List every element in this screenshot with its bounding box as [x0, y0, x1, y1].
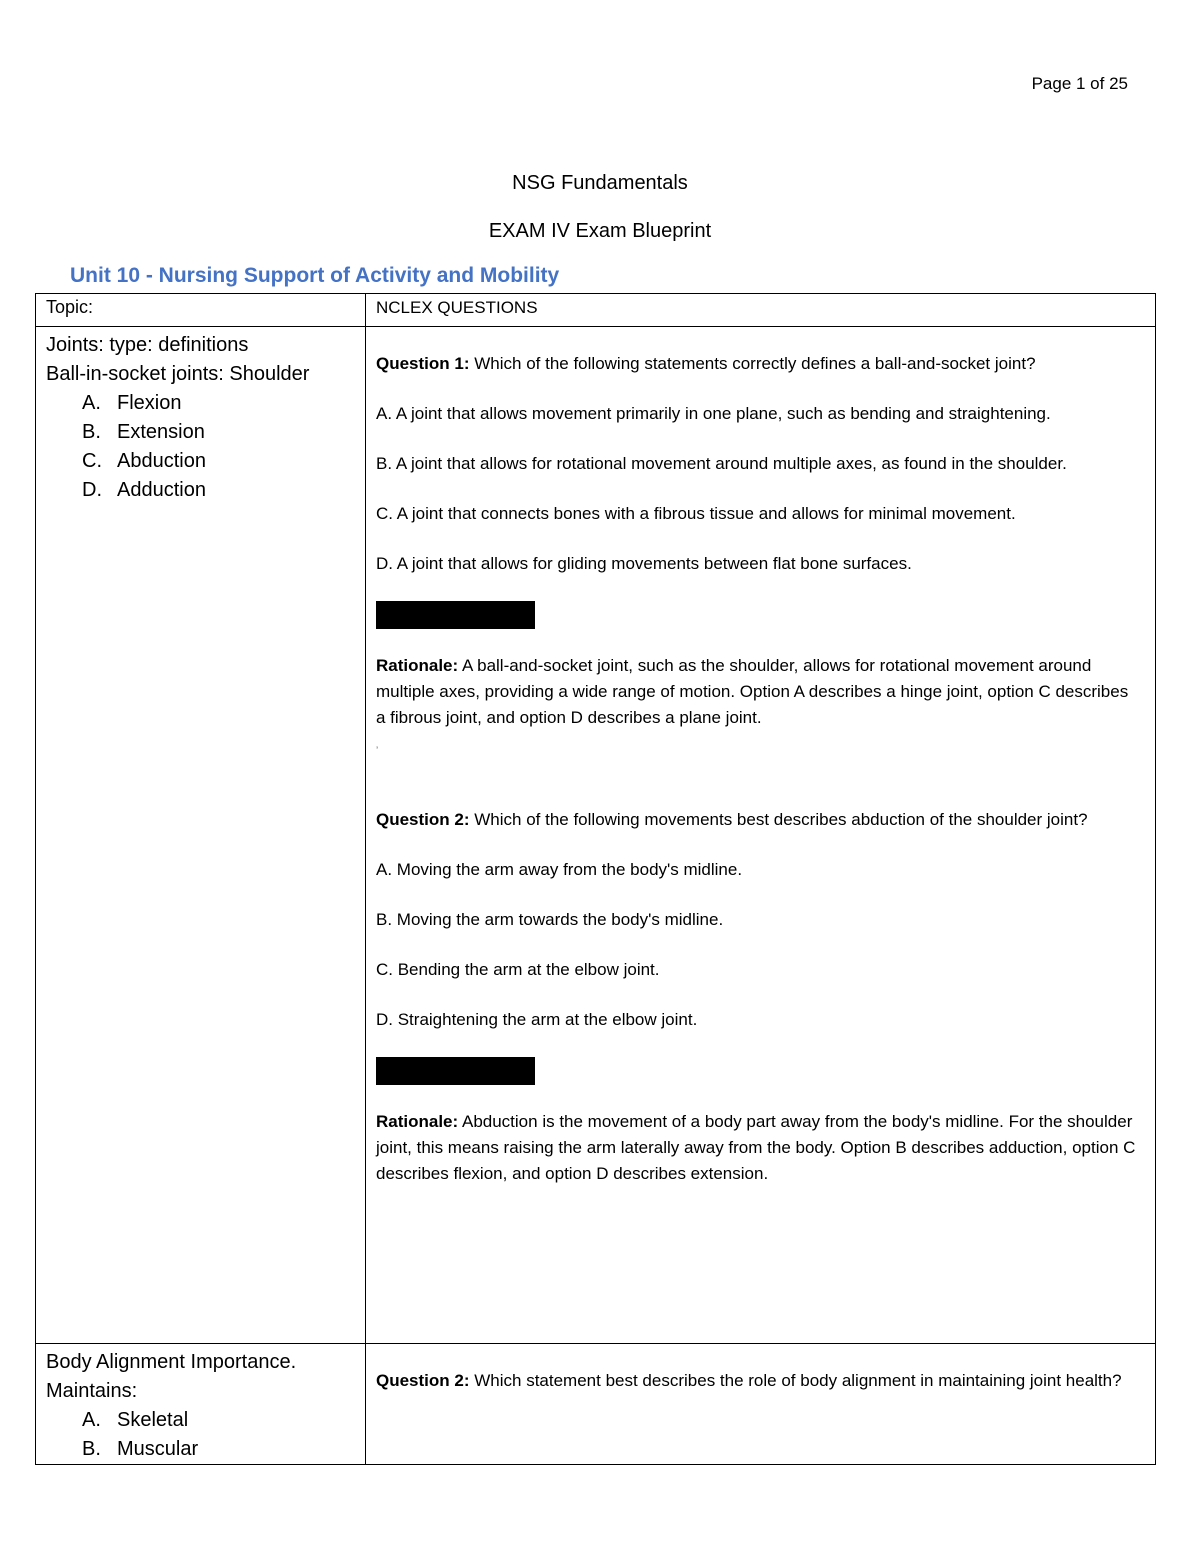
- rationale-text: Abduction is the movement of a body part away from the body's midline. For the shoulder joint, this means raising the arm laterally away from the body. Option B describes adduction, option C describes flexion, and option D describes extension.: [376, 1112, 1136, 1183]
- answer-option: C. Bending the arm at the elbow joint.: [376, 960, 660, 979]
- questions-cell: [366, 327, 1156, 1344]
- list-item: [82, 418, 355, 447]
- answer-option: A. Moving the arm away from the body's midline.: [376, 860, 743, 879]
- list-text: Flexion: [117, 392, 182, 414]
- topic-cell: [36, 1344, 366, 1465]
- list-item: [82, 447, 355, 476]
- redacted-answer-box: [376, 601, 535, 629]
- question-label: Question 2:: [376, 1371, 470, 1390]
- list-letter: B.: [82, 421, 101, 443]
- list-text: Adduction: [117, 479, 206, 501]
- rationale-text: A ball-and-socket joint, such as the shoulder, allows for rotational movement around multiple axes, providing a wide range of motion. Option A describes a hinge joint, option C describes a fibrous joint, and option D describes a plane joint.: [376, 656, 1129, 727]
- question-label: Question 2:: [376, 810, 470, 829]
- document-title: NSG Fundamentals: [512, 172, 688, 194]
- question-text: Which statement best describes the role of body alignment in maintaining joint health?: [474, 1371, 1122, 1390]
- topic-list: [46, 389, 355, 505]
- blueprint-table: [35, 293, 1156, 1465]
- questions-cell: [366, 1344, 1156, 1465]
- topic-line: Ball-in-socket joints: Shoulder: [46, 363, 310, 385]
- list-letter: C.: [82, 450, 102, 472]
- rationale-label: Rationale:: [376, 1112, 459, 1131]
- answer-option: C. A joint that connects bones with a fibrous tissue and allows for minimal movement.: [376, 504, 1016, 523]
- list-text: Muscular: [117, 1438, 199, 1460]
- question-2: [376, 807, 1141, 833]
- list-letter: D.: [82, 479, 102, 501]
- header-questions: NCLEX QUESTIONS: [366, 294, 1156, 327]
- list-letter: A.: [82, 1409, 101, 1431]
- list-letter: B.: [82, 1438, 101, 1460]
- table-header-row: [36, 294, 1156, 327]
- page-number: Page 1 of 25: [1031, 74, 1128, 93]
- redacted-answer-box: [376, 1057, 535, 1085]
- topic-line: Joints: type: definitions: [46, 334, 249, 356]
- rationale-label: Rationale:: [376, 656, 459, 675]
- list-letter: A.: [82, 392, 101, 414]
- list-item: [82, 476, 355, 505]
- question-2: [376, 1368, 1141, 1394]
- topic-line: Maintains:: [46, 1380, 138, 1402]
- header-topic: Topic:: [36, 294, 366, 327]
- topic-list: [46, 1406, 355, 1464]
- answer-option: D. Straightening the arm at the elbow joint.: [376, 1010, 698, 1029]
- list-item: [82, 1406, 355, 1435]
- unit-heading: Unit 10 - Nursing Support of Activity and Mobility: [70, 264, 560, 287]
- table-row: [36, 1344, 1156, 1465]
- answer-option: D. A joint that allows for gliding movements between flat bone surfaces.: [376, 554, 912, 573]
- topic-cell: [36, 327, 366, 1344]
- table-row: [36, 327, 1156, 1344]
- question-text: Which of the following movements best describes abduction of the shoulder joint?: [474, 810, 1088, 829]
- question-text: Which of the following statements correctly defines a ball-and-socket joint?: [474, 354, 1036, 373]
- rationale: [376, 1109, 1141, 1187]
- topic-line: Body Alignment Importance.: [46, 1351, 297, 1373]
- list-item: [82, 1435, 355, 1464]
- list-text: Extension: [117, 421, 205, 443]
- question-label: Question 1:: [376, 354, 470, 373]
- tick-mark: ʼ: [376, 746, 379, 757]
- answer-option: A. A joint that allows movement primarily in one plane, such as bending and straightening.: [376, 404, 1051, 423]
- list-item: [82, 389, 355, 418]
- answer-option: B. Moving the arm towards the body's midline.: [376, 910, 724, 929]
- rationale: [376, 653, 1141, 731]
- document-subtitle: EXAM IV Exam Blueprint: [488, 220, 712, 242]
- question-1: [376, 351, 1141, 377]
- answer-option: B. A joint that allows for rotational movement around multiple axes, as found in the shoulder.: [376, 454, 1067, 473]
- list-text: Abduction: [117, 450, 206, 472]
- list-text: Skeletal: [117, 1409, 189, 1431]
